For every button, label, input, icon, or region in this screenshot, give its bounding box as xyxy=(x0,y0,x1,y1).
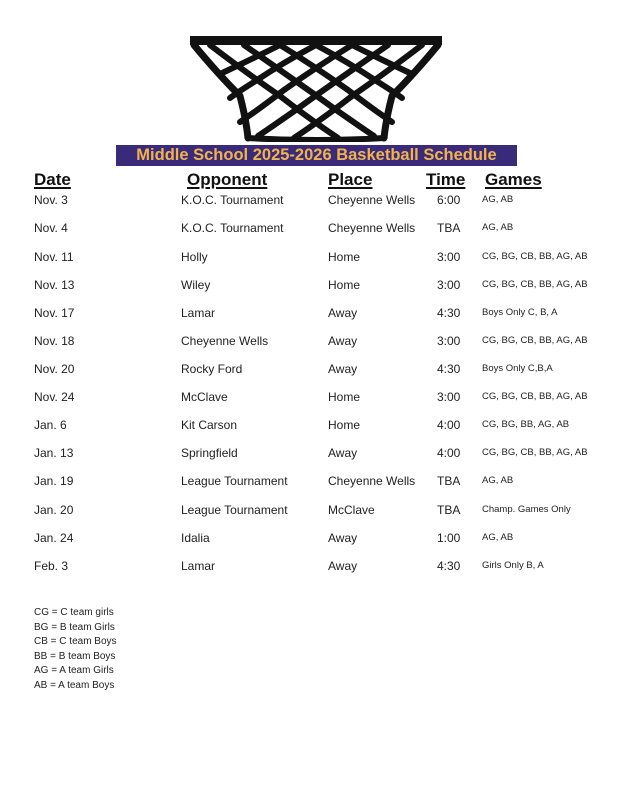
row-place: Away xyxy=(328,334,358,348)
legend-item: BG = B team Girls xyxy=(34,621,115,633)
row-opponent: Lamar xyxy=(181,306,216,320)
row-opponent: Rocky Ford xyxy=(181,362,243,376)
schedule-row xyxy=(0,220,619,240)
row-place: Away xyxy=(328,559,358,573)
row-date: Nov. 4 xyxy=(34,221,68,235)
row-time: TBA xyxy=(437,503,461,517)
row-games: CG, BG, CB, BB, AG, AB xyxy=(482,251,588,262)
row-date: Nov. 18 xyxy=(34,334,75,348)
header-place: Place xyxy=(328,170,373,189)
row-opponent: Kit Carson xyxy=(181,418,238,432)
schedule-row xyxy=(0,389,619,409)
row-time: 3:00 xyxy=(437,250,461,264)
row-games: AG, AB xyxy=(482,194,514,205)
legend-item: AG = A team Girls xyxy=(34,665,114,677)
row-place: Away xyxy=(328,306,358,320)
row-date: Nov. 20 xyxy=(34,362,75,376)
row-games: AG, AB xyxy=(482,532,514,543)
team-legend xyxy=(34,606,117,694)
schedule-row xyxy=(0,473,619,493)
page-title: Middle School 2025-2026 Basketball Schedule xyxy=(116,145,517,166)
row-date: Nov. 17 xyxy=(34,306,75,320)
row-opponent: Idalia xyxy=(181,531,210,545)
schedule-row xyxy=(0,417,619,437)
header-time: Time xyxy=(426,170,466,189)
row-opponent: Springfield xyxy=(181,446,238,460)
legend-item: BB = B team Boys xyxy=(34,650,116,662)
row-place: Cheyenne Wells xyxy=(328,221,416,235)
schedule-row xyxy=(0,445,619,465)
legend-item: CG = C team girls xyxy=(34,607,114,618)
basketball-net-icon xyxy=(188,34,444,142)
row-date: Jan. 19 xyxy=(34,474,74,488)
row-time: 4:30 xyxy=(437,559,461,573)
row-place: Home xyxy=(328,278,361,292)
row-opponent: Wiley xyxy=(181,278,211,292)
row-time: 4:30 xyxy=(437,306,461,320)
row-opponent: Holly xyxy=(181,250,208,264)
row-date: Jan. 13 xyxy=(34,446,74,460)
row-place: Home xyxy=(328,250,361,264)
row-place: Home xyxy=(328,390,361,404)
schedule-row xyxy=(0,333,619,353)
row-opponent: Cheyenne Wells xyxy=(181,334,269,348)
schedule-row xyxy=(0,530,619,550)
row-place: Away xyxy=(328,446,358,460)
row-time: 6:00 xyxy=(437,193,461,207)
row-time: 1:00 xyxy=(437,531,461,545)
row-games: CG, BG, CB, BB, AG, AB xyxy=(482,279,588,290)
row-date: Nov. 11 xyxy=(34,250,74,264)
row-opponent: League Tournament xyxy=(181,503,288,517)
row-opponent: McClave xyxy=(181,390,228,404)
row-time: 3:00 xyxy=(437,278,461,292)
row-games: Girls Only B, A xyxy=(482,560,544,571)
row-time: TBA xyxy=(437,474,461,488)
schedule-row xyxy=(0,249,619,269)
row-opponent: K.O.C. Tournament xyxy=(181,193,284,207)
schedule-row xyxy=(0,192,619,212)
row-games: Champ. Games Only xyxy=(482,504,571,515)
row-place: McClave xyxy=(328,503,375,517)
row-opponent: Lamar xyxy=(181,559,216,573)
row-games: Boys Only C,B,A xyxy=(482,363,553,374)
row-time: 4:00 xyxy=(437,418,461,432)
row-date: Nov. 3 xyxy=(34,193,68,207)
row-time: 3:00 xyxy=(437,334,461,348)
schedule-row xyxy=(0,277,619,297)
row-opponent: K.O.C. Tournament xyxy=(181,221,284,235)
row-date: Jan. 24 xyxy=(34,531,74,545)
row-date: Feb. 3 xyxy=(34,559,69,573)
row-games: Boys Only C, B, A xyxy=(482,307,558,318)
row-place: Home xyxy=(328,418,361,432)
row-time: 4:30 xyxy=(437,362,461,376)
row-place: Cheyenne Wells xyxy=(328,474,416,488)
row-games: CG, BG, BB, AG, AB xyxy=(482,419,570,430)
schedule-row xyxy=(0,558,619,578)
row-games: CG, BG, CB, BB, AG, AB xyxy=(482,391,588,402)
header-date: Date xyxy=(34,170,71,189)
row-games: CG, BG, CB, BB, AG, AB xyxy=(482,335,588,346)
row-place: Cheyenne Wells xyxy=(328,193,416,207)
schedule-row xyxy=(0,502,619,522)
schedule-row xyxy=(0,361,619,381)
row-time: TBA xyxy=(437,221,461,235)
row-games: AG, AB xyxy=(482,475,514,486)
row-time: 3:00 xyxy=(437,390,461,404)
row-date: Nov. 13 xyxy=(34,278,75,292)
row-place: Away xyxy=(328,531,358,545)
legend-item: CB = C team Boys xyxy=(34,636,117,648)
header-opponent: Opponent xyxy=(187,170,268,189)
header-games: Games xyxy=(485,170,542,189)
row-date: Jan. 6 xyxy=(34,418,67,432)
schedule-row xyxy=(0,305,619,325)
row-date: Nov. 24 xyxy=(34,390,75,404)
row-time: 4:00 xyxy=(437,446,461,460)
row-date: Jan. 20 xyxy=(34,503,74,517)
row-games: AG, AB xyxy=(482,222,514,233)
row-opponent: League Tournament xyxy=(181,474,288,488)
row-games: CG, BG, CB, BB, AG, AB xyxy=(482,447,588,458)
legend-item: AB = A team Boys xyxy=(34,679,115,691)
row-place: Away xyxy=(328,362,358,376)
